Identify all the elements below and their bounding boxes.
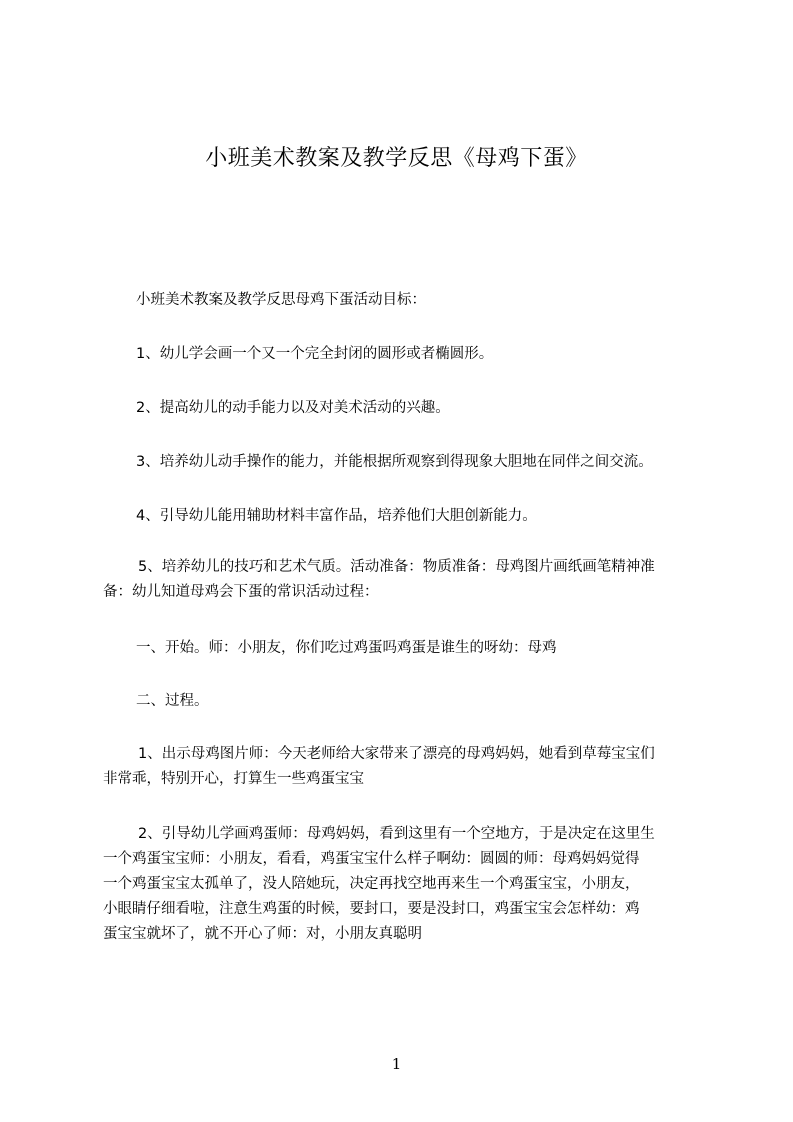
goal-item-5 — [103, 555, 655, 605]
process-step-2 — [103, 822, 655, 947]
process-step-2-line: 一个鸡蛋宝宝师：小朋友，看看，鸡蛋宝宝什么样子啊幼：圆圆的师：母鸡妈妈觉得 — [103, 851, 640, 867]
document-title: 小班美术教案及教学反思《母鸡下蛋》 — [205, 146, 588, 171]
goal-item-5-line: 5、培养幼儿的技巧和艺术气质。活动准备：物质准备：母鸡图片画纸画笔精神准 — [138, 559, 655, 575]
goal-item-3: 3、培养幼儿动手操作的能力，并能根据所观察到得现象大胆地在同伴之间交流。 — [136, 454, 653, 470]
goal-item-1: 1、幼儿学会画一个又一个完全封闭的圆形或者椭圆形。 — [136, 346, 494, 362]
section-start: 一、开始。师：小朋友，你们吃过鸡蛋吗鸡蛋是谁生的呀幼：母鸡 — [136, 640, 557, 656]
process-step-1-line: 非常乖，特别开心，打算生一些鸡蛋宝宝 — [103, 771, 364, 787]
goal-item-4: 4、引导幼儿能用辅助材料丰富作品，培养他们大胆创新能力。 — [136, 508, 537, 524]
process-step-2-line: 一个鸡蛋宝宝太孤单了，没人陪她玩，决定再找空地再来生一个鸡蛋宝宝，小朋友， — [103, 876, 640, 892]
process-step-2-line: 2、引导幼儿学画鸡蛋师：母鸡妈妈，看到这里有一个空地方，于是决定在这里生 — [138, 826, 655, 842]
goal-item-5-line: 备：幼儿知道母鸡会下蛋的常识活动过程： — [103, 584, 379, 600]
process-step-1-line: 1、出示母鸡图片师：今天老师给大家带来了漂亮的母鸡妈妈，她看到草莓宝宝们 — [138, 746, 655, 762]
intro-paragraph: 小班美术教案及教学反思母鸡下蛋活动目标： — [136, 292, 426, 308]
process-step-2-line: 蛋宝宝就坏了，就不开心了师：对，小朋友真聪明 — [103, 926, 422, 942]
goal-item-2: 2、提高幼儿的动手能力以及对美术活动的兴趣。 — [136, 400, 450, 416]
section-process: 二、过程。 — [136, 693, 209, 709]
process-step-2-line: 小眼睛仔细看啦，注意生鸡蛋的时候，要封口，要是没封口，鸡蛋宝宝会怎样幼：鸡 — [103, 901, 640, 917]
process-step-1 — [103, 742, 655, 792]
page-number: 1 — [391, 1055, 402, 1073]
